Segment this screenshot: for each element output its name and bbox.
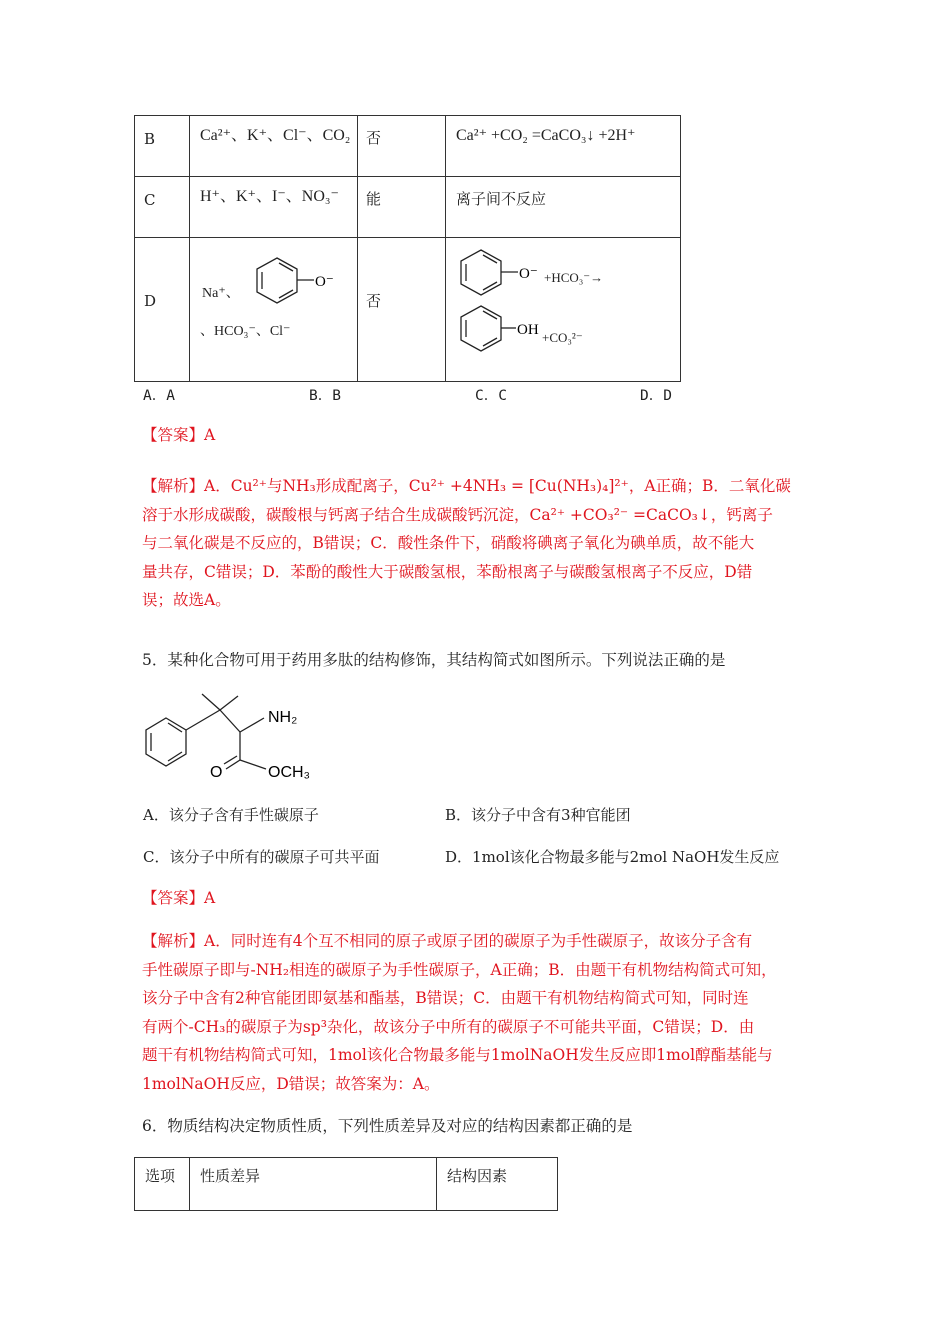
reaction-part1: +HCO₃⁻→ [544, 270, 604, 285]
ion-list-part2: 、HCO₃⁻、Cl⁻ [200, 324, 291, 339]
option-c: C．C [475, 388, 507, 404]
oh-label: OH [517, 322, 539, 338]
ion-list: Ca²⁺、K⁺、Cl⁻、CO₂ [200, 127, 351, 144]
coexist-answer: 能 [366, 190, 382, 208]
q6-stem: 6．物质结构决定物质性质，下列性质差异及对应的结构因素都正确的是 [142, 1117, 633, 1135]
option-label: B [144, 130, 156, 148]
q5-answer: 【答案】A [142, 889, 216, 907]
option-b: B．B [309, 388, 341, 404]
analysis-line: 手性碳原子即与-NH₂相连的碳原子为手性碳原子，A正确；B．由题干有机物结构简式可知， [142, 960, 777, 979]
q5-option-d: D．1mol该化合物最多能与2mol NaOH发生反应 [445, 848, 780, 866]
analysis-line: 与二氧化碳是不反应的，B错误；C．酸性条件下，硝酸将碘离子氧化为碘单质，故不能大 [142, 534, 755, 552]
reason: Ca²⁺ +CO₂ =CaCO₃↓ +2H⁺ [456, 127, 636, 144]
analysis-line: 有两个-CH₃的碳原子为sp³杂化，故该分子中所有的碳原子不可能共平面，C错误；D．由 [142, 1017, 755, 1036]
analysis-line: 量共存，C错误；D．苯酚的酸性大于碳酸氢根，苯酚根离子与碳酸氢根离子不反应，D错 [142, 562, 753, 581]
ion-list-part1: Na⁺、 [202, 286, 240, 301]
phenoxide-structure [250, 256, 350, 311]
option-label: D [144, 292, 157, 310]
table-row [135, 238, 681, 382]
analysis-line: A．同时连有4个互不相同的原子或原子团的碳原子为手性碳原子，故该分子含有 [204, 932, 753, 950]
analysis-line: 误；故选A。 [142, 591, 231, 609]
q5-analysis [142, 927, 777, 1098]
table-row [135, 177, 681, 238]
analysis-line: 该分子中含有2种官能团即氨基和酯基，B错误；C．由题干有机物结构简式可知，同时连 [142, 989, 749, 1007]
q4-analysis [142, 472, 791, 615]
analysis-line: 题干有机物结构简式可知，1mol该化合物最多能与1molNaOH发生反应即1mol醇酯基能与 [142, 1046, 773, 1064]
och3-label: OCH₃ [268, 764, 311, 781]
table-row [135, 116, 681, 177]
q5-stem: 5．某种化合物可用于药用多肽的结构修饰，其结构简式如图所示。下列说法正确的是 [142, 651, 726, 669]
coexist-answer: 否 [366, 292, 382, 310]
nh2-label: NH₂ [268, 709, 298, 726]
option-a: A．A [143, 388, 175, 404]
phenol-structure [454, 304, 554, 359]
o-minus-label: O⁻ [519, 266, 538, 282]
phenoxide-structure [454, 248, 554, 303]
header-option: 选项 [145, 1167, 176, 1185]
header-property: 性质差异 [200, 1167, 261, 1185]
coexist-answer: 否 [366, 129, 382, 147]
table-header-row [135, 1158, 558, 1211]
header-structure: 结构因素 [447, 1167, 508, 1185]
carbonyl-o-label: O [210, 764, 223, 781]
reaction-part2: +CO₃²⁻ [542, 330, 583, 345]
analysis-label: 【解析】 [142, 477, 205, 495]
o-minus-label: O⁻ [315, 274, 334, 290]
q5-option-c: C．该分子中所有的碳原子可共平面 [143, 848, 380, 866]
ion-list: H⁺、K⁺、I⁻、NO₃⁻ [200, 188, 339, 205]
q5-option-a: A．该分子含有手性碳原子 [143, 806, 319, 824]
option-d: D．D [640, 388, 672, 404]
q5-molecule [140, 690, 340, 785]
analysis-line: A．Cu²⁺与NH₃形成配离子，Cu²⁺ +4NH₃ = [Cu(NH₃)₄]²⁺，A正确；B．二氧化碳 [204, 477, 791, 495]
analysis-line: 1molNaOH反应，D错误；故答案为：A。 [142, 1074, 440, 1093]
q5-option-b: B．该分子中含有3种官能团 [445, 806, 631, 824]
q4-answer: 【答案】A [142, 426, 216, 444]
analysis-label: 【解析】 [142, 932, 205, 950]
ion-table [134, 115, 681, 382]
analysis-line: 溶于水形成碳酸，碳酸根与钙离子结合生成碳酸钙沉淀，Ca²⁺ +CO₃²⁻ =CaCO₃↓，钙离子 [142, 505, 773, 524]
option-label: C [144, 191, 156, 209]
q6-table [134, 1157, 558, 1211]
reason: 离子间不反应 [456, 190, 547, 208]
